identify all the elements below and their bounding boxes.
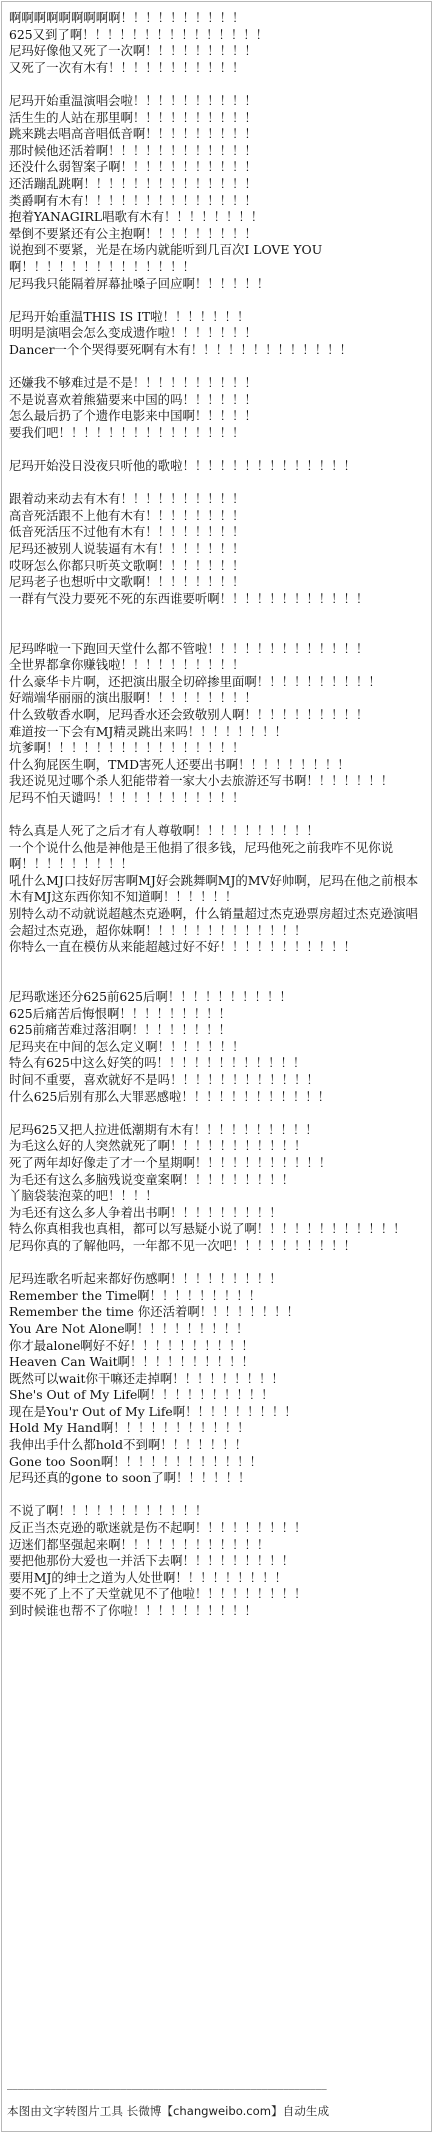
text-line: 尼玛还被别人说装逼有木有！！！！！！！ xyxy=(9,541,245,556)
text-line: 怎么最后扔了个遗作电影来中国啊！！！！！ xyxy=(9,408,257,424)
text-line: 为毛这么好的人突然就死了啊！！！！！！！！！！！ xyxy=(9,1138,307,1154)
text-line: 要把他那份大爱也一并活下去啊！！！！！！！！！ xyxy=(9,1553,294,1569)
text-line: You Are Not Alone啊！！！！！！！！！ xyxy=(9,1320,249,1336)
text-line: 哎呀怎么你都只听英文歌啊！！！！！！！ xyxy=(9,557,245,573)
text-line: 说抱到不要紧，光是在场内就能听到几百次I LOVE YOU啊！！！！！！！！！！！！！！ xyxy=(9,242,323,274)
text-line: 什么致敬香水啊，尼玛香水还会致敬别人啊！！！！！！！！！！ xyxy=(9,706,369,722)
text-line: 你才最alone啊好不好！！！！！！！！！！ xyxy=(9,1337,254,1353)
text-line: 尼玛你真的了解他吗，一年都不见一次吧！！！！！！！！！！ xyxy=(9,1237,356,1253)
text-line: 尼玛开始重温演唱会啦！！！！！！！！！！ xyxy=(9,92,257,108)
text-line: 难道按一下会有MJ精灵跳出来吗！！！！！！！！ xyxy=(9,723,287,739)
blank-line xyxy=(9,292,421,309)
text-line: 为毛还有这么多人争着出书啊！！！！！！！！！ xyxy=(9,1204,282,1220)
text-line: 低音死活压不过他有木有！！！！！！！！ xyxy=(9,524,245,540)
text-line: 尼玛不怕天谴吗！！！！！！！！！！！！ xyxy=(9,789,245,805)
text-line: Gone too Soon啊！！！！！！！！！！！！ xyxy=(9,1453,262,1469)
text-line: 跟着动来动去有木有！！！！！！！！！！ xyxy=(9,491,245,507)
text-line: 又死了一次有木有！！！！！！！！！！！ xyxy=(9,59,245,75)
text-line: 什么625后别有那么大罪恶感啦！！！！！！！！！！！！ xyxy=(9,1088,331,1104)
text-line: She's Out of My Life啊！！！！！！！！！！ xyxy=(9,1387,274,1403)
text-line: 尼玛我只能隔着屏幕扯嗓子回应啊！！！！！！ xyxy=(9,275,270,291)
text-line: 还活蹦乱跳啊！！！！！！！！！！！！！！ xyxy=(9,175,257,191)
text-line: 要我们吧！！！！！！！！！！！！！！！ xyxy=(9,424,245,440)
text-line: 死了两年却好像走了才一个星期啊！！！！！！！！！！！ xyxy=(9,1154,332,1170)
blank-line xyxy=(9,441,421,458)
text-line: Remember the time 你还活着啊！！！！！！！！ xyxy=(9,1304,299,1320)
text-line: 我还说见过哪个杀人犯能带着一家大小去旅游还写书啊！！！！！！！ xyxy=(9,773,394,789)
text-line: 尼玛哗啦一下跑回天堂什么都不管啦！！！！！！！！！！！！！ xyxy=(9,640,369,656)
text-line: 既然可以wait你干嘛还走掉啊！！！！！！！！！ xyxy=(9,1370,284,1386)
footer-credit: 本图由文字转图片工具 长微博【changweibo.com】自动生成 xyxy=(7,2104,330,2118)
text-line: 跳来跳去唱高音唱低音啊！！！！！！！！！ xyxy=(9,126,257,142)
blank-line xyxy=(9,1105,421,1122)
text-line: 尼玛好像他又死了一次啊！！！！！！！！！ xyxy=(9,43,257,59)
blank-line xyxy=(9,607,421,624)
image-frame xyxy=(1,1,432,2132)
text-line: 尼玛开始重温THIS IS IT啦！！！！！！！ xyxy=(9,308,250,324)
text-line: 丫脑袋装泡菜的吧！！！！ xyxy=(9,1188,158,1204)
text-line: 不说了啊！！！！！！！！！！！！ xyxy=(9,1503,208,1519)
text-line: 尼玛连歌名听起来都好伤感啊！！！！！！！！！ xyxy=(9,1271,282,1287)
blank-line xyxy=(9,972,421,989)
text-line: 类爵啊有木有！！！！！！！！！！！！！！ xyxy=(9,192,257,208)
text-line: 特么你真相我也真相，都可以写悬疑小说了啊！！！！！！！！！！！！ xyxy=(9,1221,406,1237)
text-line: 尼玛开始没日没夜只听他的歌啦！！！！！！！！！！！！！！ xyxy=(9,458,356,474)
text-body xyxy=(9,10,421,1620)
text-line: 现在是You'r Out of My Life啊！！！！！！！！！ xyxy=(9,1403,297,1419)
text-line: 别特么动不动就说超越杰克逊啊，什么销量超过杰克逊票房超过杰克逊演唱会超过杰克逊，超你妹啊！！！！！！！！！！！！！ xyxy=(9,906,418,938)
text-line: 尼玛歌迷还分625前625后啊！！！！！！！！！！ xyxy=(9,989,292,1005)
text-line: 625前痛苦难过落泪啊！！！！！！！！ xyxy=(9,1022,231,1038)
blank-line xyxy=(9,1487,421,1504)
blank-line xyxy=(9,956,421,973)
text-line: Hold My Hand啊！！！！！！！！！！！ xyxy=(9,1420,250,1436)
text-line: 为毛还有这么多脑残说变童案啊！！！！！！！！！ xyxy=(9,1171,294,1187)
text-line: 那时候他还活着啊！！！！！！！！！！！！ xyxy=(9,142,257,158)
text-line: 一群有气没力要死不死的东西谁要听啊！！！！！！！！！！！！ xyxy=(9,590,369,606)
text-line: Heaven Can Wait啊！！！！！！！！！！ xyxy=(9,1354,254,1370)
text-line: 高音死活跟不上他有木有！！！！！！！！ xyxy=(9,507,245,523)
footer-separator: ——————————————————————————————————————————————————————————— xyxy=(7,2085,327,2095)
blank-line xyxy=(9,624,421,641)
text-line: 特么真是人死了之后才有人尊敬啊！！！！！！！！！！ xyxy=(9,823,319,839)
blank-line xyxy=(9,358,421,375)
text-line: 坑爹啊！！！！！！！！！！！！！！！！ xyxy=(9,740,245,756)
text-line: 迈迷们都坚强起来啊！！！！！！！！！！！！ xyxy=(9,1536,270,1552)
text-line: 好端端华丽丽的演出服啊！！！！！！！！！ xyxy=(9,690,257,706)
text-line: 还没什么弱智案子啊！！！！！！！！！！！ xyxy=(9,159,257,175)
text-line: Remember the Time啊！！！！！！！！！ xyxy=(9,1287,262,1303)
text-line: 明明是演唱会怎么变成遗作啦！！！！！！！ xyxy=(9,325,257,341)
text-line: 我伸出手什么都hold不到啊！！！！！！！ xyxy=(9,1437,247,1453)
text-line: 你特么一直在模仿从来能超越过好不好！！！！！！！！！！！ xyxy=(9,939,356,955)
text-line: 什么豪华卡片啊，还把演出服全切碎掺里面啊！！！！！！！！！！ xyxy=(9,673,381,689)
text-line: 还嫌我不够难过是不是！！！！！！！！！！ xyxy=(9,375,257,391)
text-line: 尼玛老子也想听中文歌啊！！！！！！！！ xyxy=(9,574,245,590)
blank-line xyxy=(9,475,421,492)
text-line: 尼玛还真的gone to soon了啊！！！！！！ xyxy=(9,1470,251,1486)
text-line: 625又到了啊！！！！！！！！！！！！！！！ xyxy=(9,26,269,42)
text-line: 反正当杰克逊的歌迷就是伤不起啊！！！！！！！！！ xyxy=(9,1520,307,1536)
text-line: 特么有625中这么好笑的吗！！！！！！！！！！！！ xyxy=(9,1055,306,1071)
text-line: 全世界都拿你赚钱啦！！！！！！！！！！ xyxy=(9,657,245,673)
text-line: 不是说喜欢着熊猫要来中国的吗！！！！！！ xyxy=(9,391,257,407)
blank-line xyxy=(9,76,421,93)
text-line: 要不死了上不了天堂就见不了他啦！！！！！！！！！ xyxy=(9,1586,307,1602)
text-line: 625后痛苦后悔恨啊！！！！！！！！！ xyxy=(9,1005,231,1021)
text-line: 吼什么MJ口技好厉害啊MJ好会跳舞啊MJ的MV好帅啊，尼玛在他之前根本木有MJ这东西你知不知道啊！！！！！！ xyxy=(9,872,419,905)
text-line: 什么狗屁医生啊，TMD害死人还要出书啊！！！！！！！！！ xyxy=(9,756,350,772)
blank-line xyxy=(9,1255,421,1272)
text-line: 时间不重要，喜欢就好不是吗！！！！！！！！！！！！ xyxy=(9,1072,319,1087)
text-line: 晕倒不要紧还有公主抱啊！！！！！！！！！ xyxy=(9,225,257,241)
text-line: 活生生的人站在那里啊！！！！！！！！！！ xyxy=(9,109,257,125)
text-line: 抱着YANAGIRL唱歌有木有！！！！！！！！ xyxy=(9,209,264,225)
text-line: Dancer一个个哭得要死啊有木有！！！！！！！！！！！！！ xyxy=(9,341,352,357)
blank-line xyxy=(9,807,421,824)
text-line: 到时候谁也帮不了你啦！！！！！！！！！！ xyxy=(9,1603,257,1618)
text-line: 一个个说什么他是神他是王他捐了很多钱，尼玛他死之前我咋不见你说啊！！！！！！！！！ xyxy=(9,839,394,872)
text-line: 啊啊啊啊啊啊啊啊啊！！！！！！！！！！ xyxy=(9,10,245,25)
text-line: 要用MJ的绅士之道为人处世啊！！！！！！！！！ xyxy=(9,1569,287,1585)
text-line: 尼玛夹在中间的怎么定义啊！！！！！！！ xyxy=(9,1038,245,1054)
text-line: 尼玛625又把人拉进低潮期有木有！！！！！！！！！！ xyxy=(9,1121,318,1137)
